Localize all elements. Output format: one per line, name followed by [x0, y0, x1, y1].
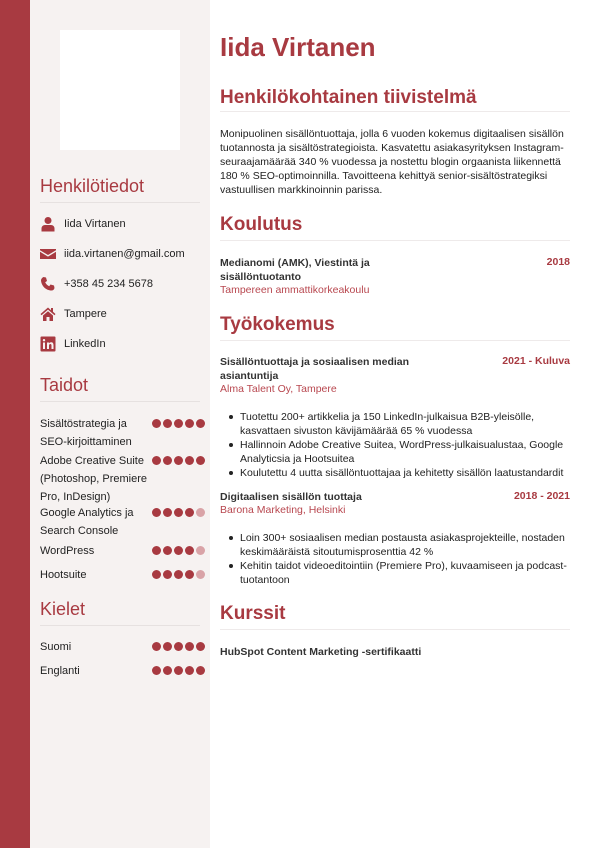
- job-date: 2018 - 2021: [513, 490, 570, 502]
- skill-rating: [152, 546, 205, 555]
- job-title: Sisällöntuottaja ja sosiaalisen median asiantuntija: [220, 356, 410, 382]
- course-title: HubSpot Content Marketing -sertifikaatti: [220, 646, 422, 658]
- personal-info-heading: Henkilötiedot: [40, 176, 145, 196]
- language-rating: [152, 666, 205, 675]
- skill-name: WordPress: [40, 545, 95, 557]
- job-bullet: Loin 300+ sosiaalisen median postausta asiakasprojekteille, nostaden keskimääräistä sitoutumisprosenttia 42 %: [240, 531, 570, 559]
- person-icon: [40, 216, 56, 232]
- education-degree: Medianomi (AMK), Viestintä ja sisällöntuotanto: [220, 257, 370, 283]
- contact-location-text: Tampere: [64, 308, 107, 320]
- summary-text: Monipuolinen sisällöntuottaja, jolla 6 vuoden kokemus digitaalisen sisällön tuotannosta ja sisältöstrategioista. Kasvatettu asiakasyrityksen Instagram-seuraajamäärää 340 % vuodessa ja nostettu blogin orgaanista liikennettä 180 % SEO-optimoinnilla. Tavoitteena kehittyä senior-sisältöstrategiksi vastuullisen markkinoinnin parissa.: [220, 128, 564, 196]
- education-date: 2018: [546, 256, 570, 268]
- skill-name: Sisältöstrategia ja SEO-kirjoittaminen: [40, 418, 132, 448]
- education-heading: Koulutus: [220, 214, 303, 235]
- skill-rating: [152, 508, 205, 517]
- divider: [220, 111, 570, 112]
- phone-icon: [40, 276, 56, 292]
- summary-heading: Henkilökohtainen tiivistelmä: [220, 87, 477, 108]
- job-title: Digitaalisen sisällön tuottaja: [220, 491, 362, 503]
- divider: [220, 240, 570, 241]
- job-bullets: [240, 531, 570, 587]
- divider: [40, 202, 200, 203]
- accent-bar: [0, 0, 30, 848]
- language-rating: [152, 642, 205, 651]
- job-bullet: Kehitin taidot videoeditointiin (Premiere Pro), kuvaamiseen ja podcast-tuotantoon: [240, 559, 570, 587]
- languages-heading: Kielet: [40, 599, 86, 619]
- language-name: Suomi: [40, 641, 72, 653]
- language-name: Englanti: [40, 665, 80, 677]
- job-company: Barona Marketing, Helsinki: [220, 504, 346, 516]
- language-item: [40, 662, 205, 680]
- contact-email-text[interactable]: iida.virtanen@gmail.com: [64, 248, 185, 260]
- language-item: [40, 638, 205, 656]
- job-company: Alma Talent Oy, Tampere: [220, 383, 337, 395]
- contact-linkedin[interactable]: [40, 336, 106, 352]
- job-bullets: [240, 410, 570, 480]
- job-bullet: Tuotettu 200+ artikkelia ja 150 LinkedIn-julkaisua B2B-yleisölle, kasvattaen sivuston kävijämäärää 65 % vuodessa: [240, 410, 570, 438]
- job-bullet: Koulutettu 4 uutta sisällöntuottajaa ja kehitetty sisällön laatustandardit: [240, 466, 570, 480]
- skill-name: Hootsuite: [40, 569, 87, 581]
- profile-photo-placeholder: [60, 30, 180, 150]
- courses-heading: Kurssit: [220, 603, 286, 624]
- candidate-name: Iida Virtanen: [220, 32, 376, 62]
- contact-linkedin-text[interactable]: LinkedIn: [64, 338, 106, 350]
- skill-rating: [152, 456, 205, 465]
- job-bullet: Hallinnoin Adobe Creative Suitea, WordPress-julkaisualustaa, Google Analyticsia ja Hootsuitea: [240, 438, 570, 466]
- skill-name: Adobe Creative Suite (Photoshop, Premiere Pro, InDesign): [40, 455, 147, 503]
- skill-item: [40, 542, 205, 560]
- envelope-icon: [40, 246, 56, 262]
- skill-rating: [152, 570, 205, 579]
- divider: [40, 625, 200, 626]
- skill-item: [40, 452, 205, 506]
- contact-email[interactable]: [40, 246, 185, 262]
- skill-item: [40, 566, 205, 584]
- contact-phone[interactable]: [40, 276, 153, 292]
- sidebar: [30, 0, 210, 848]
- skill-item: [40, 415, 205, 451]
- experience-heading: Työkokemus: [220, 314, 335, 335]
- skills-heading: Taidot: [40, 375, 89, 395]
- contact-name-text: Iida Virtanen: [64, 218, 126, 230]
- skill-item: [40, 504, 205, 540]
- contact-phone-text[interactable]: +358 45 234 5678: [64, 278, 154, 290]
- divider: [220, 340, 570, 341]
- skill-name: Google Analytics ja Search Console: [40, 507, 134, 537]
- contact-location: [40, 306, 107, 322]
- home-icon: [40, 306, 56, 322]
- job-date: 2021 - Kuluva: [502, 355, 570, 367]
- education-school: Tampereen ammattikorkeakoulu: [220, 284, 370, 296]
- divider: [220, 629, 570, 630]
- skill-rating: [152, 419, 205, 428]
- divider: [40, 401, 200, 402]
- linkedin-icon: [40, 336, 56, 352]
- contact-name: [40, 216, 126, 232]
